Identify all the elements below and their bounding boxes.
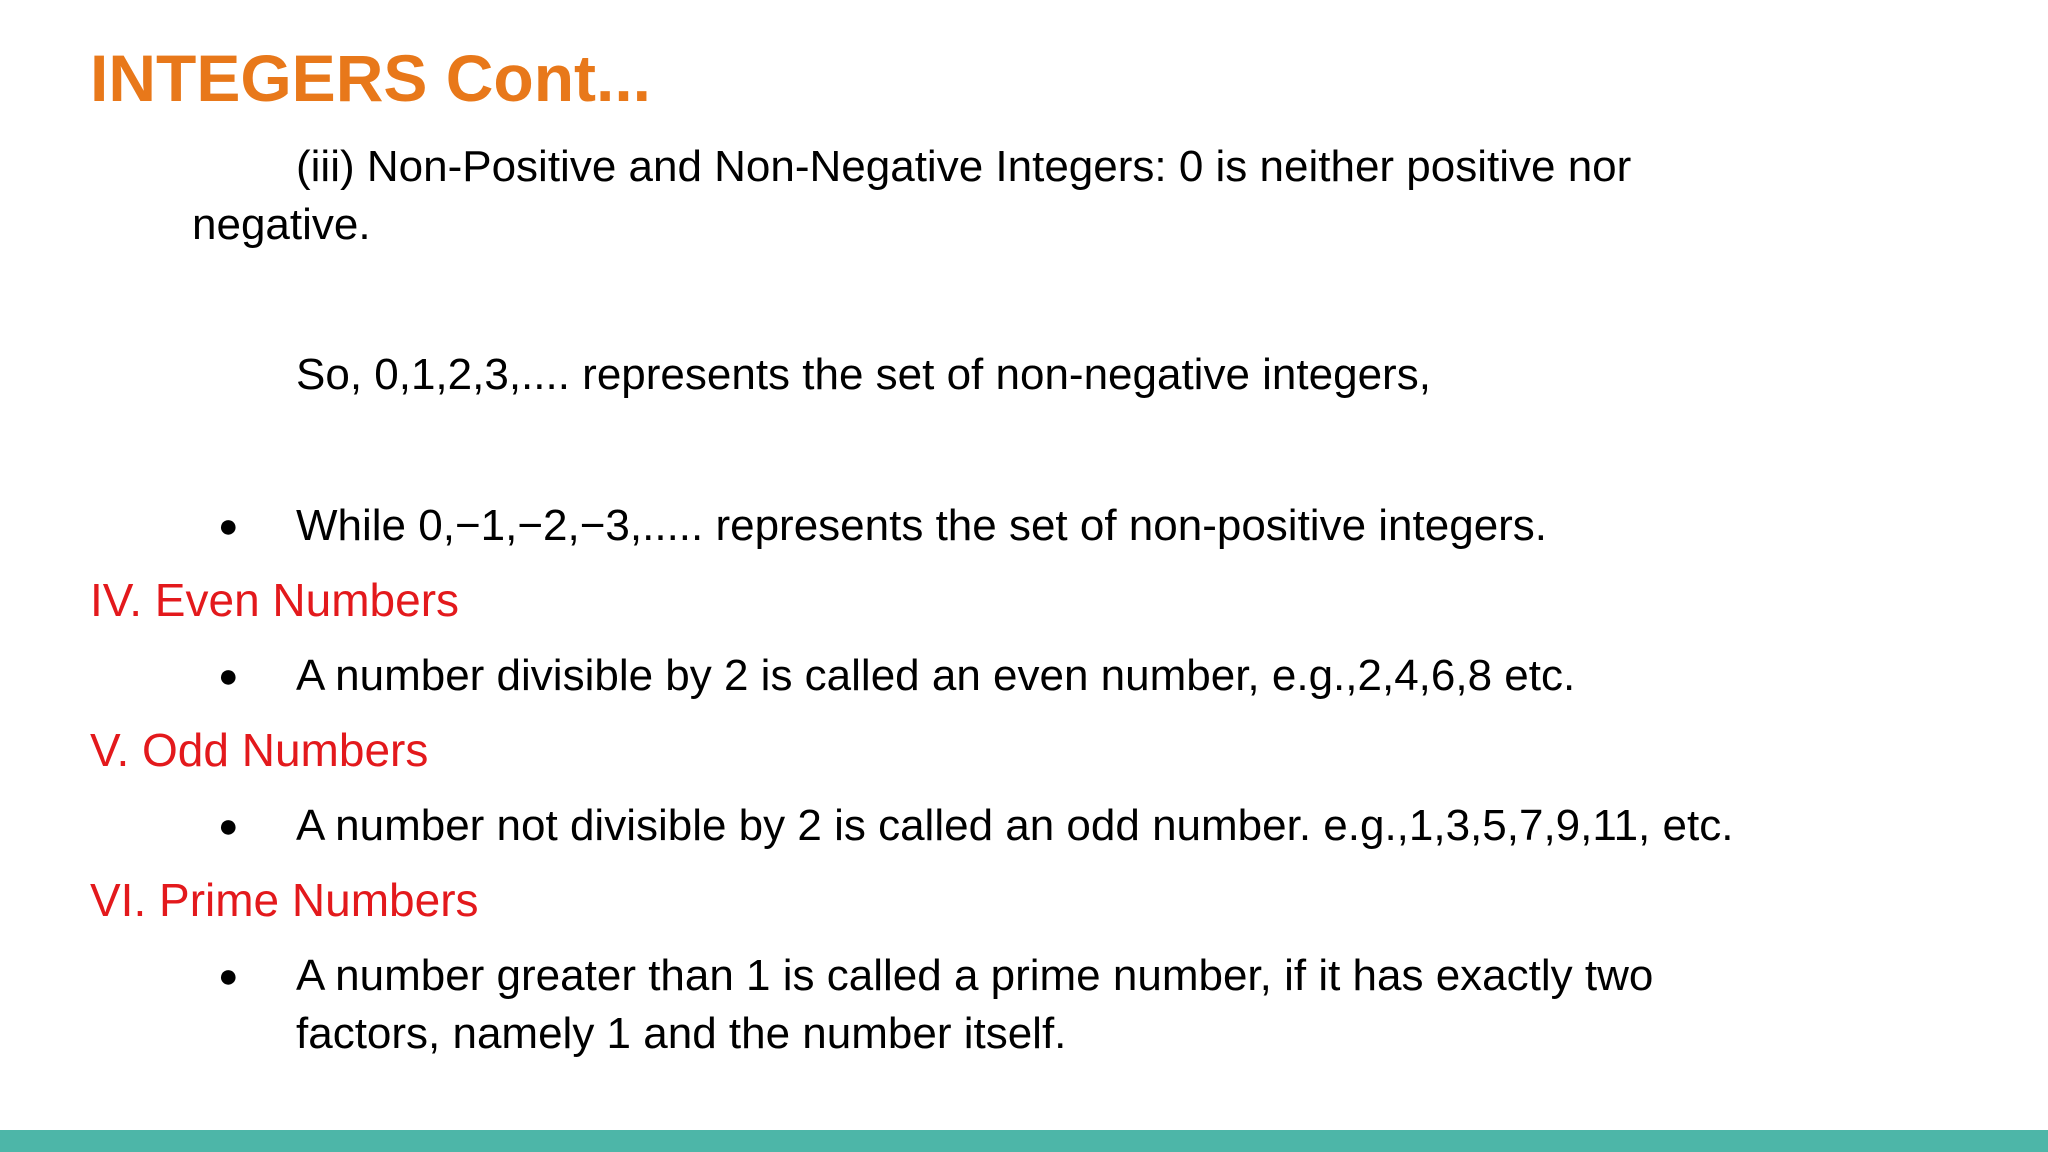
bullet-icon: ● (218, 807, 239, 845)
footer-bar (0, 1130, 2048, 1152)
bullet-icon: ● (218, 507, 239, 545)
non-positive-bullet-text: While 0,−1,−2,−3,..... represents the set of non-positive integers. (296, 501, 1548, 550)
odd-bullet-text: A number not divisible by 2 is called an odd number. e.g.,1,3,5,7,9,11, etc. (296, 801, 1734, 850)
prime-bullet-text-line-1: A number greater than 1 is called a prime number, if it has exactly two (296, 951, 1654, 1000)
section-heading-prime: VI. Prime Numbers (90, 874, 479, 926)
intro-line-2: negative. (192, 200, 371, 249)
even-bullet-text: A number divisible by 2 is called an even number, e.g.,2,4,6,8 etc. (296, 651, 1576, 700)
non-negative-statement: So, 0,1,2,3,.... represents the set of non-negative integers, (296, 350, 1431, 399)
bullet-icon: ● (218, 957, 239, 995)
bullet-icon: ● (218, 657, 239, 695)
section-heading-even: IV. Even Numbers (90, 574, 460, 626)
intro-line-1: (iii) Non-Positive and Non-Negative Integers: 0 is neither positive nor (296, 142, 1632, 191)
slide-title: INTEGERS Cont... (90, 41, 651, 115)
section-heading-odd: V. Odd Numbers (90, 724, 429, 776)
prime-bullet-text-line-2: factors, namely 1 and the number itself. (296, 1009, 1067, 1058)
